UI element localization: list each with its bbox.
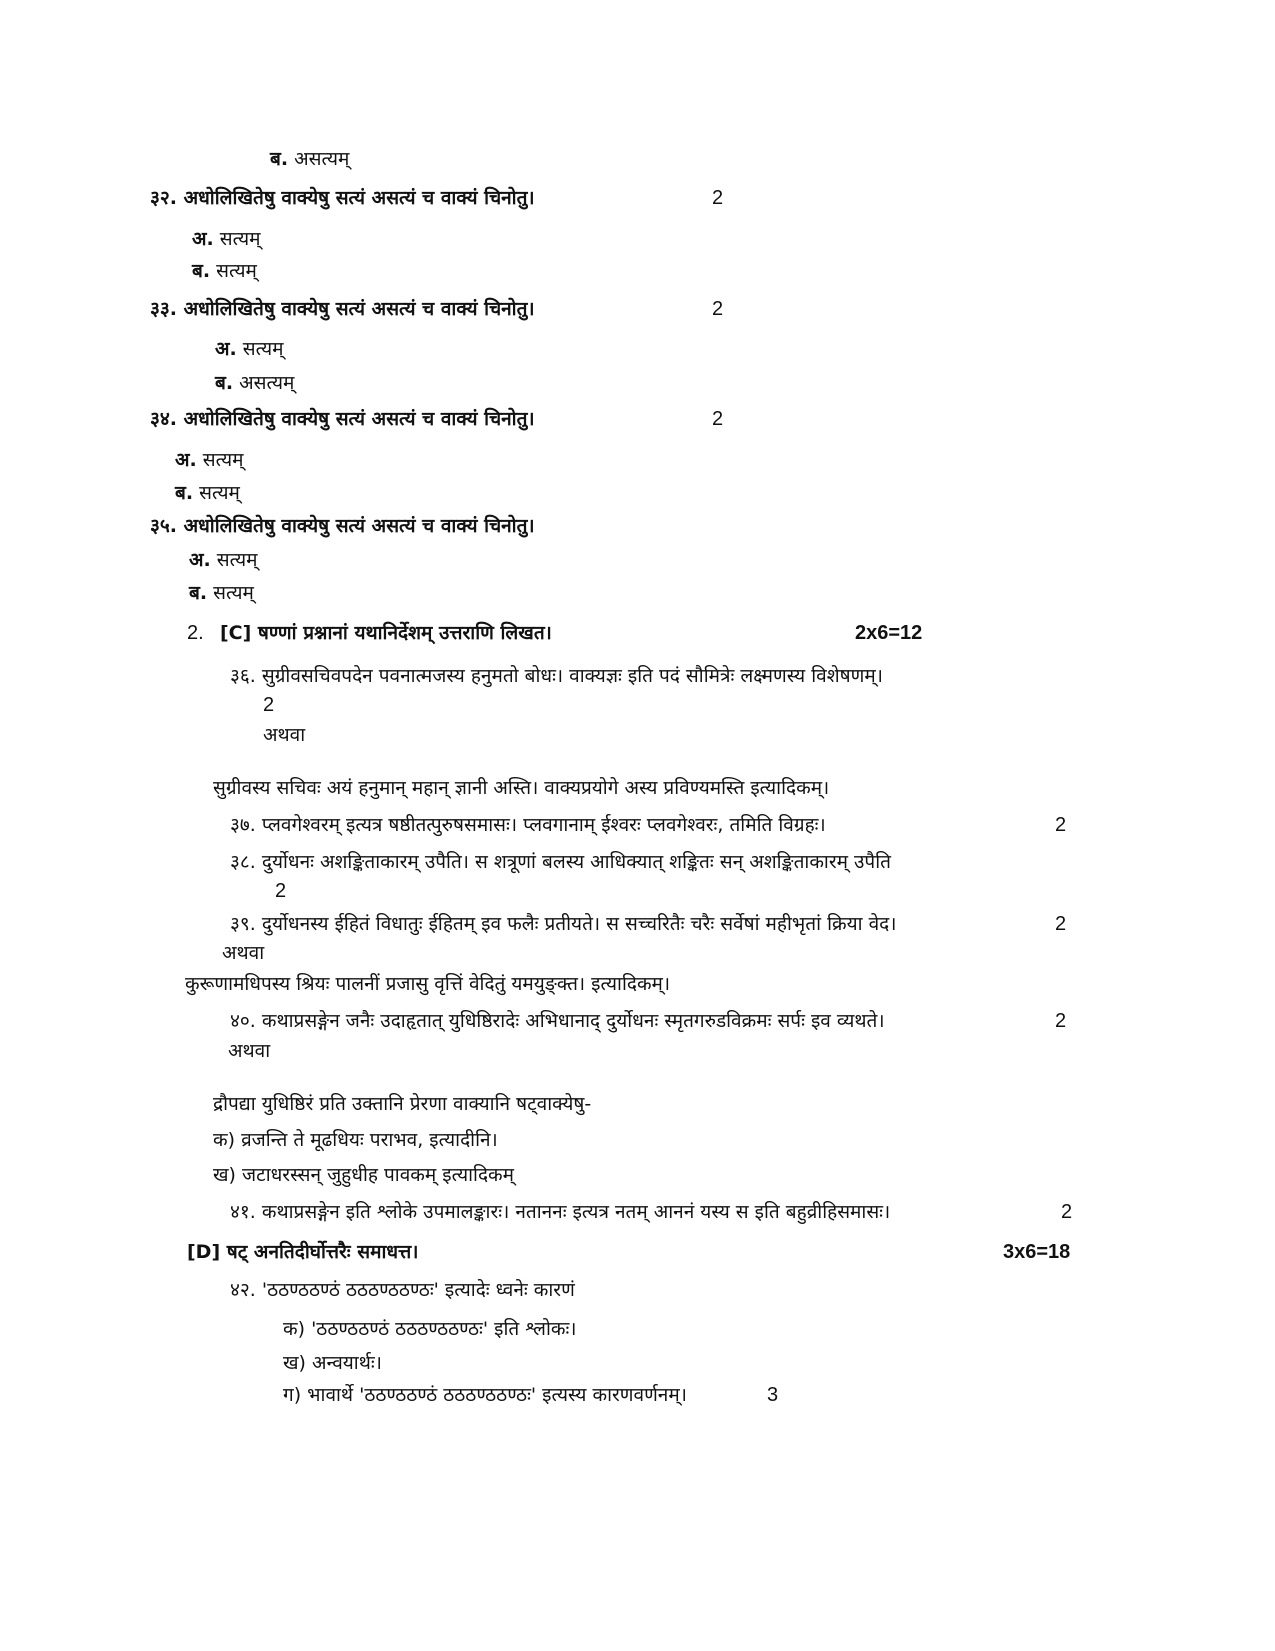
question-number: ४२.	[230, 1279, 256, 1301]
item-label: ख)	[283, 1352, 306, 1374]
option-label: अ.	[192, 228, 214, 250]
question-number: ४०.	[230, 1010, 256, 1032]
item-text: 'ठठण्ठठण्ठं ठठठण्ठठण्ठः' इति श्लोकः।	[311, 1318, 577, 1340]
option-text: सत्यम्	[216, 260, 257, 282]
option-label: ब.	[192, 260, 211, 282]
item-text: भावार्थे 'ठठण्ठठण्ठं ठठठण्ठठण्ठः' इत्यस्य कारणवर्णनम्।	[307, 1384, 687, 1406]
question-number: ३९.	[230, 913, 256, 935]
section-d-title: [D] षट् अनतिदीर्घोत्तरैः समाधत्त।	[187, 1241, 419, 1263]
q34-marks: 2	[712, 408, 724, 430]
q42-item-k	[283, 1317, 577, 1341]
question-number: ३२.	[150, 187, 177, 209]
q39-alternative: कुरूणामधिपस्य श्रियः पालनीं प्रजासु वृत्तिं वेदितुं यमयुङ्क्त। इत्यादिकम्।	[185, 973, 671, 995]
item-label: क)	[283, 1318, 306, 1340]
answer-text: कथाप्रसङ्गेन इति श्लोके उपमालङ्कारः। नताननः इत्यत्र नतम् आननं यस्य स इति बहुव्रीहिसमासः।	[261, 1201, 891, 1223]
option-label: अ.	[215, 338, 237, 360]
item-text: व्रजन्ति ते मूढधियः पराभव, इत्यादीनि।	[241, 1129, 498, 1151]
option-text: सत्यम्	[219, 228, 261, 250]
q40-marks: 2	[1055, 1010, 1067, 1032]
q39-marks: 2	[1055, 913, 1067, 935]
option-text: असत्यम्	[239, 372, 295, 394]
q41-answer	[230, 1200, 890, 1224]
q33-marks: 2	[712, 298, 724, 320]
option-label: अ.	[189, 549, 211, 571]
option-text: सत्यम्	[202, 449, 244, 471]
section-c-number: 2.	[187, 622, 204, 644]
q33-question	[150, 297, 535, 321]
answer-text: दुर्योधनः अशङ्कित‌ाकारम् उपैति। स शत्रूणां बलस्य आधिक्यात् शङ्कितः सन् अशङ्कित‌ाकारम् उपैति	[261, 851, 891, 873]
answer-text: 'ठठण्ठठण्ठं ठठठण्ठठण्ठः' इत्यादेः ध्वनेः कारणं	[261, 1279, 575, 1301]
q34-question	[150, 407, 535, 431]
section-d-marks: 3x6=18	[1003, 1241, 1071, 1263]
q35-option-a	[189, 548, 258, 572]
question-number: ३८.	[230, 851, 256, 873]
answer-text: प्लवगेश्वरम् इत्यत्र षष्ठीतत्पुरुषसमासः। प्लवगानाम् ईश्वरः प्लवगेश्वरः, तमिति विग्रहः।	[261, 814, 826, 836]
question-text: अधोलिखितेषु वाक्येषु सत्यं असत्यं च वाक्यं चिनोतु।	[183, 408, 535, 430]
q42-item-kh	[283, 1351, 382, 1375]
q34-option-b	[175, 481, 240, 505]
question-text: अधोलिखितेषु वाक्येषु सत्यं असत्यं च वाक्यं चिनोतु।	[183, 298, 535, 320]
q42-answer	[230, 1278, 575, 1302]
q40-alternative-intro: द्रौपद्या युधिष्ठिरं प्रति उक्तानि प्रेरणा वाक्यानि षट्वाक्येषु-	[213, 1093, 592, 1115]
q37-marks: 2	[1055, 814, 1067, 836]
answer-text: दुर्योधनस्य ईहितं विधातुः ईहितम् इव फलैः प्रतीयते। स सच्चरितैः चरैः सर्वेषां महीभृतां क्रिया वेद।	[261, 913, 897, 935]
q34-option-a	[175, 448, 244, 472]
q33-option-b	[215, 371, 294, 395]
q42-marks: 3	[767, 1384, 779, 1406]
question-text: अधोलिखितेषु वाक्येषु सत्यं असत्यं च वाक्यं चिनोतु।	[183, 515, 535, 537]
q35-question	[150, 514, 535, 538]
question-number: ३४.	[150, 408, 177, 430]
question-number: ३५.	[150, 515, 177, 537]
q32-option-b	[192, 259, 257, 283]
answer-text: कथाप्रसङ्गेन जनैः उदाहृतात् युधिष्ठिरादेः अभिधानाद् दुर्योधनः स्मृतगरुडविक्रमः सर्पः इव व्यथते।	[261, 1010, 885, 1032]
option-text: सत्यम्	[213, 582, 254, 604]
item-text: जटाधरस्सन् जुहुधीह पावकम् इत्यादिकम्	[242, 1164, 515, 1186]
question-number: ४१.	[230, 1201, 256, 1223]
q40-alternative-k	[213, 1128, 498, 1152]
q35-option-b	[189, 581, 254, 605]
option-text: सत्यम्	[199, 482, 240, 504]
q32-option-a	[192, 227, 261, 251]
option-label: अ.	[175, 449, 197, 471]
option-text: सत्यम्	[242, 338, 284, 360]
option-label: ब.	[175, 482, 194, 504]
q40-alternative-kh	[213, 1163, 514, 1187]
q41-marks: 2	[1061, 1201, 1073, 1223]
option-label: ब.	[270, 148, 289, 170]
option-label: ब.	[215, 372, 234, 394]
q36-answer	[230, 664, 883, 688]
item-label: क)	[213, 1129, 236, 1151]
option-label: ब.	[189, 582, 208, 604]
option-text: सत्यम्	[216, 549, 258, 571]
q38-answer	[230, 850, 891, 874]
q36-alternative: सुग्रीवस्य सचिवः अयं हनुमान् महान् ज्ञानी अस्ति। वाक्यप्रयोगे अस्य प्रविण्यमस्ति इत्यादिकम्।	[213, 777, 830, 799]
q38-marks: 2	[275, 880, 287, 902]
q32-question	[150, 186, 535, 210]
q42-item-g	[283, 1383, 687, 1407]
section-c-title: [C] षण्णां प्रश्नानां यथानिर्देशम् उत्तराणि लिखत।	[220, 622, 552, 644]
q36-or: अथवा	[263, 724, 306, 746]
item-label: ख)	[213, 1164, 236, 1186]
q40-or: अथवा	[228, 1040, 271, 1062]
q37-answer	[230, 813, 826, 837]
q39-or: अथवा	[222, 942, 265, 964]
q32-marks: 2	[712, 187, 724, 209]
question-number: ३३.	[150, 298, 177, 320]
q40-answer	[230, 1009, 885, 1033]
item-label: ग)	[283, 1384, 302, 1406]
question-number: ३७.	[230, 814, 256, 836]
question-number: ३६.	[230, 665, 256, 687]
q31-option-b	[270, 147, 349, 171]
q39-answer	[230, 912, 896, 936]
section-c-marks: 2x6=12	[855, 622, 923, 644]
answer-text: सुग्रीवसचिवपदेन पवनात्मजस्य हनुमतो बोधः। वाक्यज्ञः इति पदं सौमित्रेः लक्ष्मणस्य विशेषणम्।	[261, 665, 883, 687]
option-text: असत्यम्	[294, 148, 350, 170]
question-text: अधोलिखितेषु वाक्येषु सत्यं असत्यं च वाक्यं चिनोतु।	[183, 187, 535, 209]
q36-marks: 2	[263, 694, 275, 716]
q33-option-a	[215, 337, 284, 361]
item-text: अन्वयार्थः।	[312, 1352, 382, 1374]
